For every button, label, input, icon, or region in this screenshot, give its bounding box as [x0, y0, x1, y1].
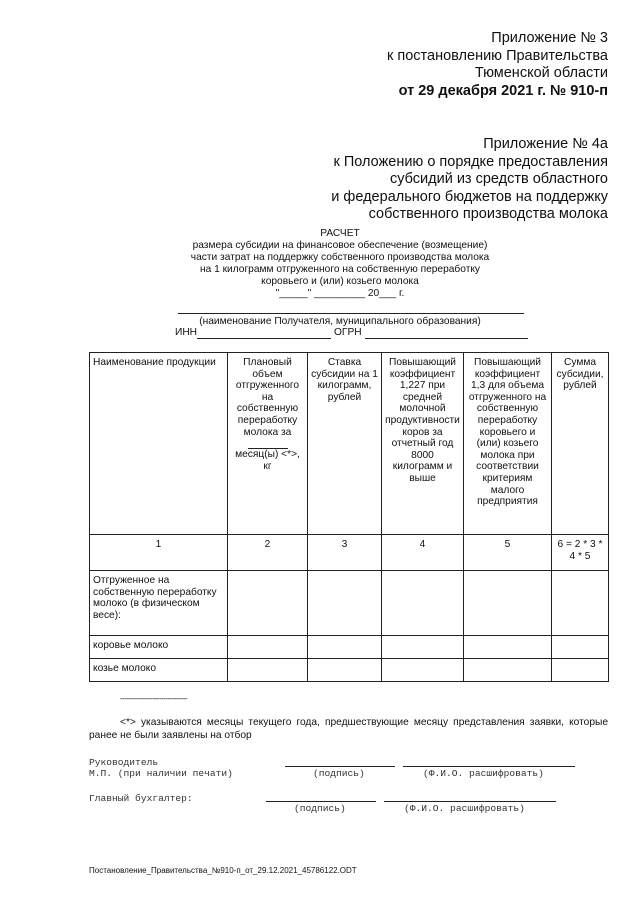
- col-number-4: 4: [382, 535, 464, 571]
- header1-line3: Тюменской области: [474, 65, 608, 81]
- inn-field-line: [197, 338, 331, 339]
- head-signature-line: [285, 766, 395, 767]
- recipient-caption: (наименование Получателя, муниципального образования): [199, 316, 481, 327]
- calculation-table: [89, 352, 609, 682]
- header2-line4: и федерального бюджетов на поддержку: [331, 188, 608, 205]
- title-line2: размера субсидии на финансовое обеспечение (возмещение): [192, 240, 488, 251]
- col-number-6: 6 = 2 * 3 * 4 * 5: [552, 535, 609, 571]
- header-planned-volume-unit: месяц(ы) <*>, кг: [235, 449, 300, 472]
- accountant-name-caption: (Ф.И.О. расшифровать): [404, 803, 525, 814]
- header-subsidy-rate: Ставка субсидии на 1 килограмм, рублей: [308, 353, 382, 535]
- accountant-label: Главный бухгалтер:: [89, 793, 193, 804]
- table-number-row: [90, 535, 609, 571]
- header-planned-volume: [228, 353, 308, 535]
- table-cell: [552, 659, 609, 682]
- stamp-label: М.П. (при наличии печати): [89, 768, 233, 779]
- table-cell: [228, 636, 308, 659]
- table-cell: [382, 571, 464, 636]
- header2-line3: субсидий из средств областного: [389, 171, 608, 187]
- table-row: [90, 659, 609, 682]
- header2-line1: Приложение № 4а: [483, 136, 608, 152]
- header-subsidy-sum: Сумма субсидии, рублей: [552, 353, 609, 535]
- header2-line2: к Положению о порядке предоставления: [333, 153, 608, 170]
- table-cell: [228, 659, 308, 682]
- table-cell: [552, 571, 609, 636]
- header-product-name: Наименование продукции: [90, 353, 228, 535]
- title-line1: РАСЧЕТ: [320, 228, 360, 239]
- date-line: "_____" _________ 20___ г.: [275, 288, 405, 299]
- table-cell: [382, 636, 464, 659]
- table-cell: [464, 571, 552, 636]
- table-row: [90, 636, 609, 659]
- header-coefficient-1227: Повышающий коэффициент 1,227 при средней молочной продуктивности коров за отчетный год 8000 килограмм и выше: [382, 353, 464, 535]
- table-cell: [308, 659, 382, 682]
- table-cell: [228, 571, 308, 636]
- title-line5: коровьего и (или) козьего молока: [261, 276, 419, 287]
- table-row: [90, 571, 609, 636]
- head-label: Руководитель: [89, 757, 159, 768]
- header1-line4: от 29 декабря 2021 г. № 910-п: [398, 82, 608, 99]
- table-cell: [308, 636, 382, 659]
- table-cell: [308, 571, 382, 636]
- ogrn-label: ОГРН: [334, 327, 362, 338]
- row-cow-milk: коровье молоко: [90, 636, 228, 659]
- head-name-caption: (Ф.И.О. расшифровать): [423, 768, 544, 779]
- accountant-signature-line: [266, 801, 376, 802]
- col-number-2: 2: [228, 535, 308, 571]
- accountant-sign-caption: (подпись): [294, 803, 346, 814]
- head-sign-caption: (подпись): [313, 768, 365, 779]
- col-number-5: 5: [464, 535, 552, 571]
- document-title: [80, 228, 600, 300]
- table-cell: [382, 659, 464, 682]
- header1-line2: к постановлению Правительства: [387, 47, 608, 64]
- head-name-line: [403, 766, 575, 767]
- col-number-3: 3: [308, 535, 382, 571]
- header1-line1: Приложение № 3: [491, 30, 608, 46]
- row-shipped-milk: Отгруженное на собственную переработку молоко (в физическом весе):: [90, 571, 228, 636]
- col-number-1: 1: [90, 535, 228, 571]
- accountant-name-line: [384, 801, 556, 802]
- recipient-name-line: [178, 313, 524, 314]
- title-line4: на 1 килограмм отгруженного на собственную переработку: [199, 264, 481, 275]
- inn-label: ИНН: [175, 327, 198, 338]
- header-planned-volume-text: Плановый объем отгруженного на собственную переработку молока за: [235, 357, 300, 438]
- header2-line5: собственного производства молока: [368, 206, 608, 222]
- document-footer: Постановление_Правительства_№910-п_от_29.12.2021_45786122.ODT: [89, 866, 357, 875]
- table-cell: [464, 659, 552, 682]
- title-line3: части затрат на поддержку собственного производства молока: [190, 252, 490, 263]
- table-cell: [464, 636, 552, 659]
- footnote-separator: -------------------------------: [120, 694, 188, 703]
- table-header-row: [90, 353, 609, 535]
- header-appendix-3: [278, 30, 608, 100]
- ogrn-field-line: [365, 338, 528, 339]
- footnote-text: <*> указываются месяцы текущего года, предшествующие месяцу представления заявки, которые ранее не были заявлены на отбор: [89, 717, 608, 741]
- header-coefficient-13: Повышающий коэффициент 1,3 для объема отгруженного на собственную переработку коровьего и (или) козьего молока при соответствии критериям малого предприятия: [464, 353, 552, 535]
- header-appendix-4a: [278, 136, 608, 224]
- row-goat-milk: козье молоко: [90, 659, 228, 682]
- table-cell: [552, 636, 609, 659]
